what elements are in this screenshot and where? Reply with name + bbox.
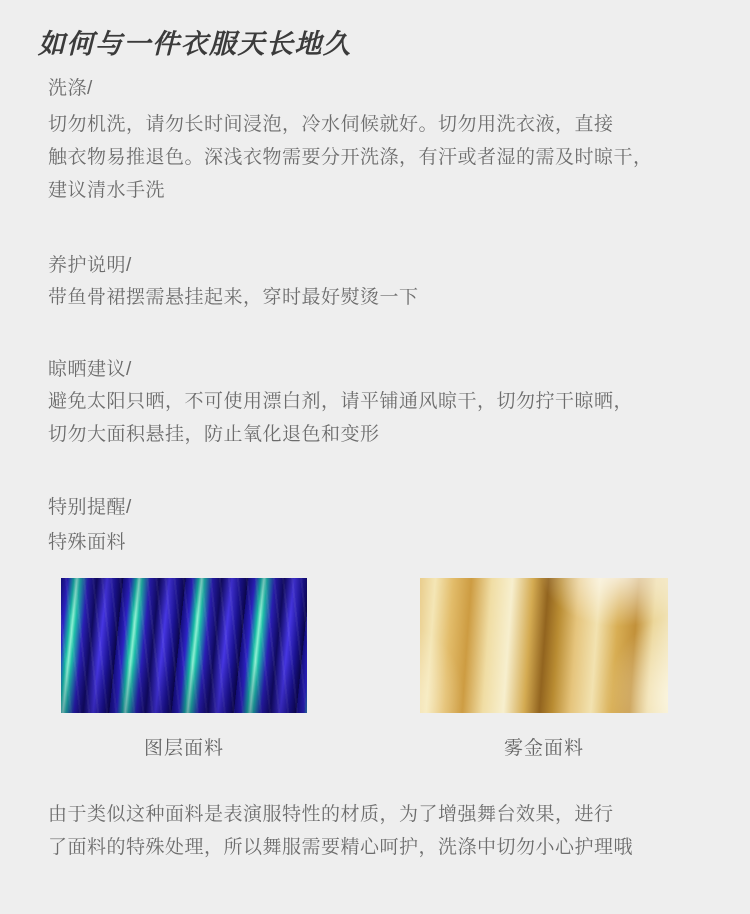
fabric-caption-gold: 雾金面料 [503,738,584,759]
fabric-image-iridescent-blue [61,578,307,713]
section-text-special-fabric [48,526,720,559]
section-heading-drying: 晾晒建议/ [48,359,132,380]
footer-line-2: 了面料的特殊处理，所以舞服需要精心呵护，洗涤中切勿小心护理哦 [48,837,634,858]
washing-line-3: 建议清水手洗 [48,180,166,201]
fabric-caption-iridescent: 图层面料 [143,738,224,759]
care-line-1: 带鱼骨裙摆需悬挂起来，穿时最好熨烫一下 [48,287,419,308]
section-text-drying [48,385,720,451]
drying-line-2: 切勿大面积悬挂，防止氧化退色和变形 [48,424,380,445]
washing-line-1: 切勿机洗，请勿长时间浸泡，冷水伺候就好。切勿用洗衣液，直接 [48,114,614,135]
section-heading-washing: 洗涤/ [48,78,93,99]
section-text-washing [48,108,720,207]
footer-note [48,798,720,864]
section-heading-care: 养护说明/ [48,255,132,276]
footer-line-1: 由于类似这种面料是表演服特性的材质，为了增强舞台效果，进行 [48,804,614,825]
washing-line-2: 触衣物易推退色。深浅衣物需要分开洗涤，有汗或者湿的需及时晾干， [48,147,653,168]
special-fabric-line-1: 特殊面料 [48,532,127,553]
fabric-image-mist-gold [420,578,668,713]
page-title: 如何与一件衣服天长地久 [38,29,352,59]
section-heading-special-reminder: 特别提醒/ [48,497,132,518]
drying-line-1: 避免太阳只晒，不可使用漂白剂，请平铺通风晾干，切勿拧干晾晒， [48,391,634,412]
section-text-care [48,281,720,314]
